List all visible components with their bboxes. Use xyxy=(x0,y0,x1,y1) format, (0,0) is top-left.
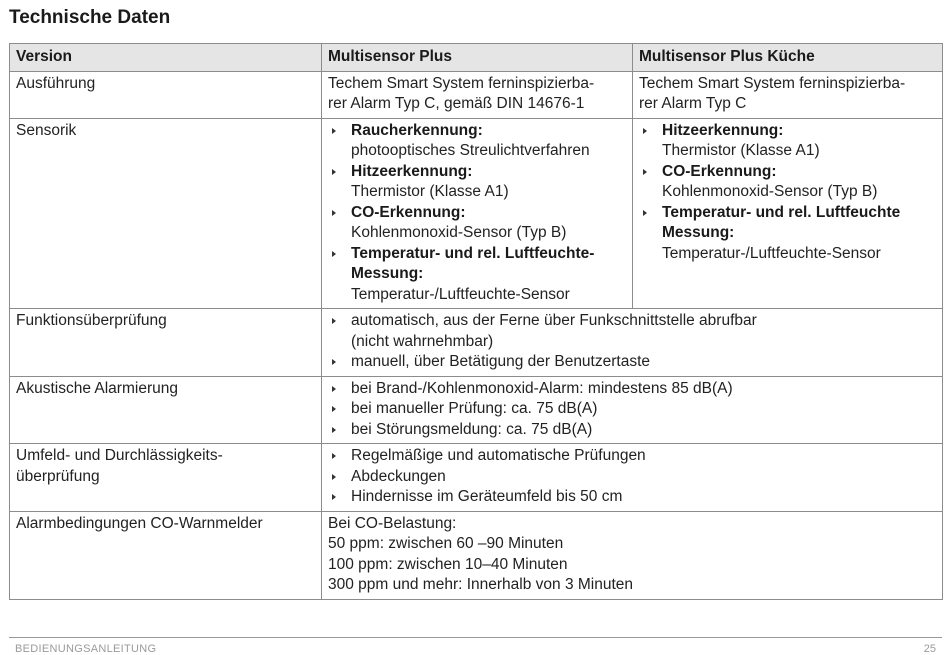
table-row-akustische-alarmierung xyxy=(10,376,943,444)
page-title: Technische Daten xyxy=(9,7,171,28)
list-item: bei Brand-/Kohlenmonoxid-Alarm: mindestens 85 dB(A) xyxy=(328,379,936,400)
alarm-line: 50 ppm: zwischen 60 –90 Minuten xyxy=(328,535,564,552)
ausfuehrung-kueche-line: rer Alarm Typ C xyxy=(639,95,747,112)
item-title: Hitzeerkennung: xyxy=(662,121,784,139)
list-item xyxy=(639,203,936,265)
sensorik-plus-list xyxy=(328,121,626,306)
row-label-funktionsueberpruefung: Funktionsüberprüfung xyxy=(10,309,322,377)
item-desc: photooptisches Streulichtverfahren xyxy=(351,142,590,159)
item-title: CO-Erkennung: xyxy=(662,162,777,180)
ausfuehrung-kueche-cell xyxy=(633,71,943,118)
alarm-line: 300 ppm und mehr: Innerhalb von 3 Minuten xyxy=(328,576,634,593)
list-item xyxy=(328,311,936,352)
row-label-alarmbedingungen: Alarmbedingungen CO-Warnmelder xyxy=(10,511,322,599)
alarm-line: 100 ppm: zwischen 10–40 Minuten xyxy=(328,555,568,573)
ausfuehrung-kueche-line: Techem Smart System ferninspizierba- xyxy=(639,74,906,92)
umfeld-list xyxy=(328,446,936,508)
table-row-umfeld xyxy=(10,444,943,512)
table-row-ausfuehrung xyxy=(10,71,943,118)
item-title: Messung: xyxy=(351,265,424,282)
sensorik-plus-cell xyxy=(322,118,633,309)
item-title: Temperatur- und rel. Luftfeuchte xyxy=(662,203,901,221)
header-multisensor-plus-kueche: Multisensor Plus Küche xyxy=(633,44,943,72)
row-label-ausfuehrung: Ausführung xyxy=(10,71,322,118)
list-item xyxy=(639,121,936,162)
table-row-sensorik xyxy=(10,118,943,309)
item-line: (nicht wahrnehmbar) xyxy=(351,332,494,350)
funktionsueberpruefung-list xyxy=(328,311,936,373)
list-item xyxy=(328,121,626,162)
item-desc: Thermistor (Klasse A1) xyxy=(351,183,509,200)
item-desc: Temperatur-/Luftfeuchte-Sensor xyxy=(351,285,570,303)
table-header-row xyxy=(10,44,943,72)
list-item xyxy=(328,244,626,306)
umfeld-cell xyxy=(322,444,943,512)
item-line: manuell, über Betätigung der Benutzertaste xyxy=(351,353,650,370)
item-title: Messung: xyxy=(662,224,735,241)
funktionsueberpruefung-cell xyxy=(322,309,943,377)
table-row-funktionsueberpruefung xyxy=(10,309,943,377)
page-number: 25 xyxy=(923,643,936,655)
list-item: Regelmäßige und automatische Prüfungen xyxy=(328,446,936,467)
item-desc: Kohlenmonoxid-Sensor (Typ B) xyxy=(662,183,878,200)
row-label-umfeld xyxy=(10,444,322,512)
list-item xyxy=(639,162,936,203)
row-label-line: Umfeld- und Durchlässigkeits- xyxy=(16,447,223,464)
header-multisensor-plus: Multisensor Plus xyxy=(322,44,633,72)
item-desc: Kohlenmonoxid-Sensor (Typ B) xyxy=(351,224,567,241)
item-title: CO-Erkennung: xyxy=(351,203,466,221)
sensorik-kueche-list xyxy=(639,121,936,265)
list-item: bei manueller Prüfung: ca. 75 dB(A) xyxy=(328,399,936,420)
akustische-alarmierung-list xyxy=(328,379,936,441)
sensorik-kueche-cell xyxy=(633,118,943,309)
technical-data-table xyxy=(9,43,943,600)
list-item xyxy=(328,162,626,203)
item-title: Hitzeerkennung: xyxy=(351,162,473,180)
item-desc: Thermistor (Klasse A1) xyxy=(662,142,820,159)
item-line: automatisch, aus der Ferne über Funkschnittstelle abrufbar xyxy=(351,312,757,329)
row-label-line: überprüfung xyxy=(16,467,100,485)
item-title: Temperatur- und rel. Luftfeuchte- xyxy=(351,244,595,262)
header-version: Version xyxy=(10,44,322,72)
ausfuehrung-plus-line: Techem Smart System ferninspizierba- xyxy=(328,74,595,92)
table-row-alarmbedingungen xyxy=(10,511,943,599)
list-item: Hindernisse im Geräteumfeld bis 50 cm xyxy=(328,487,936,508)
footer-divider xyxy=(9,637,942,638)
list-item: bei Störungsmeldung: ca. 75 dB(A) xyxy=(328,420,936,441)
alarm-line: Bei CO-Belastung: xyxy=(328,514,457,532)
ausfuehrung-plus-cell xyxy=(322,71,633,118)
row-label-sensorik: Sensorik xyxy=(10,118,322,309)
row-label-akustische-alarmierung: Akustische Alarmierung xyxy=(10,376,322,444)
ausfuehrung-plus-line: rer Alarm Typ C, gemäß DIN 14676-1 xyxy=(328,95,585,112)
list-item xyxy=(328,203,626,244)
item-desc: Temperatur-/Luftfeuchte-Sensor xyxy=(662,244,881,262)
alarmbedingungen-cell xyxy=(322,511,943,599)
list-item xyxy=(328,352,936,373)
item-title: Raucherkennung: xyxy=(351,121,483,139)
akustische-alarmierung-cell xyxy=(322,376,943,444)
footer-document-label: BEDIENUNGSANLEITUNG xyxy=(15,643,157,655)
list-item: Abdeckungen xyxy=(328,467,936,488)
